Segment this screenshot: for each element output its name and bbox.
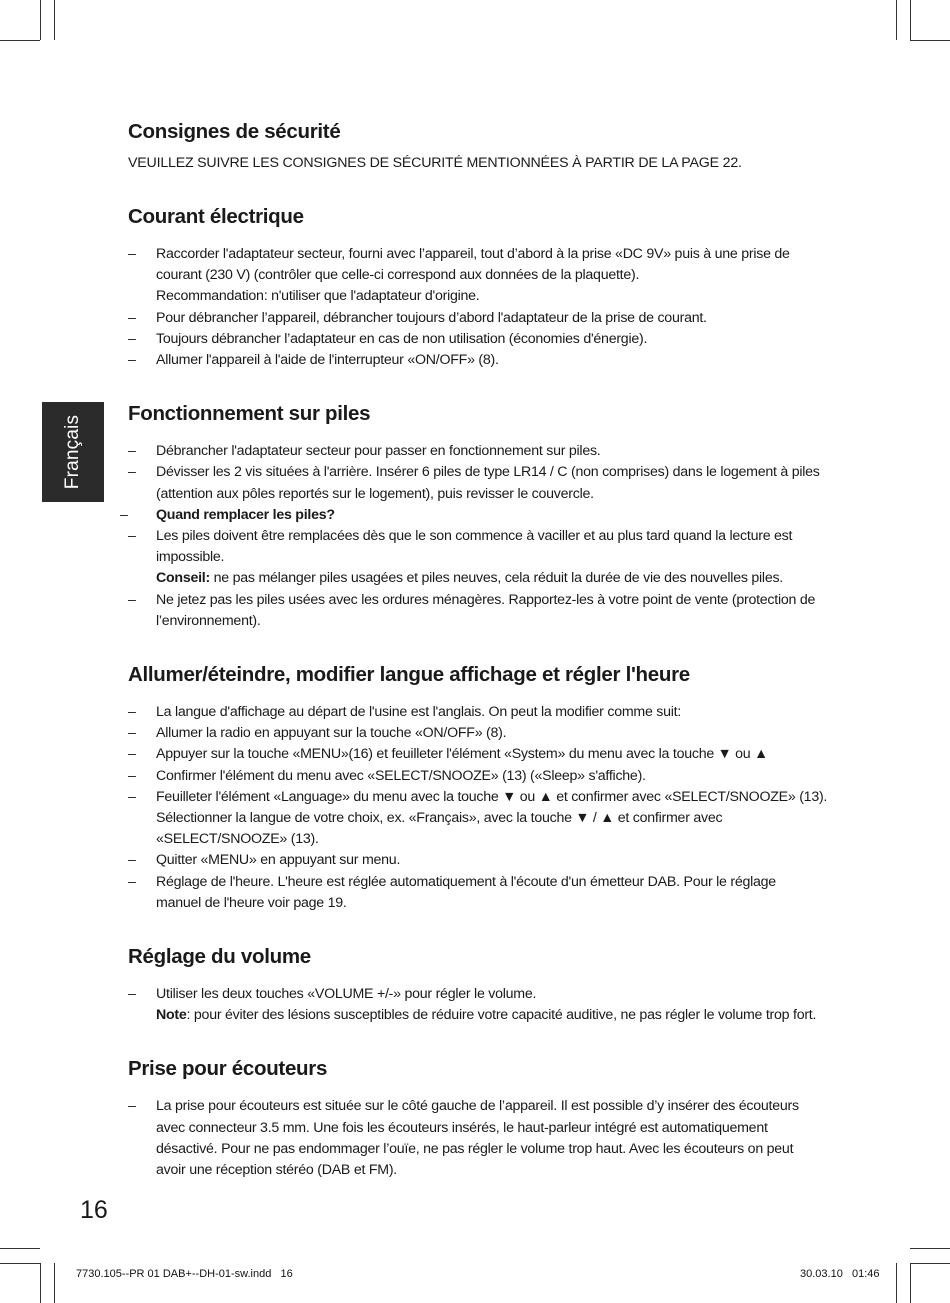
bullet-dash: – — [128, 330, 136, 347]
list-item — [128, 526, 868, 547]
item-text: Les piles doivent être remplacées dès que le son commence à vaciller et au plus tard quand la lecture est — [156, 528, 793, 545]
item-text: Utiliser les deux touches «VOLUME +/-» pour régler le volume. — [156, 986, 537, 1003]
list-item-continued — [128, 611, 868, 632]
section-title: Prise pour écouteurs — [128, 1057, 328, 1081]
bullet-dash: – — [128, 767, 136, 784]
bullet-dash: – — [128, 464, 136, 481]
crop-mark — [0, 40, 40, 41]
item-text: Dévisser les 2 vis situées à l'arrière. Insérer 6 piles de type LR14 / C (non comprises) dans le logement à piles — [156, 464, 820, 481]
section-language-clock — [128, 658, 868, 914]
item-text: La langue d'affichage au départ de l'usine est l'anglais. On peut la modifier comme suit: — [156, 704, 682, 721]
item-text: Sélectionner la langue de votre choix, ex. «Français», avec la touche ▼ / ▲ et confirmer avec — [156, 810, 723, 827]
bullet-dash: – — [128, 352, 136, 369]
tip-label: Conseil: — [156, 570, 210, 587]
item-list — [128, 984, 868, 1026]
list-item-continued — [128, 829, 868, 850]
section-title: Courant électrique — [128, 205, 304, 228]
list-item-continued — [128, 568, 868, 589]
item-text: Feuilleter l'élément «Language» du menu avec la touche ▼ ou ▲ et confirmer avec «SELECT/SNOOZE» (13). — [156, 788, 828, 805]
item-text: avoir une réception stéréo (DAB et FM). — [156, 1162, 397, 1179]
language-side-tab — [42, 402, 104, 502]
list-item — [128, 723, 868, 744]
list-item — [128, 329, 868, 350]
bullet-dash: – — [128, 309, 136, 326]
list-item — [120, 505, 868, 526]
list-item-continued — [128, 484, 868, 505]
crop-mark — [0, 1263, 40, 1264]
item-text: La prise pour écouteurs est située sur le côté gauche de l’appareil. Il est possible d’y insérer des écouteurs — [156, 1098, 799, 1115]
safety-intro: VEUILLEZ SUIVRE LES CONSIGNES DE SÉCURITÉ MENTIONNÉES À PARTIR DE LA PAGE 22. — [128, 155, 742, 171]
item-text: Allumer l'appareil à l'aide de l'interrupteur «ON/OFF» (8). — [156, 352, 499, 369]
crop-mark — [40, 0, 41, 40]
crop-mark — [54, 0, 55, 40]
page-number: 16 — [80, 1196, 108, 1224]
item-text-bold: Quand remplacer les piles? — [156, 506, 335, 523]
side-tab-label: Français — [62, 414, 83, 490]
list-item — [128, 702, 868, 723]
list-item — [128, 744, 868, 765]
crop-mark — [910, 0, 911, 40]
list-item — [128, 590, 868, 611]
page-content — [120, 115, 868, 1181]
crop-mark — [896, 0, 897, 40]
item-text: désactivé. Pour ne pas endommager l’ouïe, ne pas régler le volume trop haut. Avec les écouteurs on peut — [156, 1140, 794, 1157]
bullet-dash: – — [128, 852, 136, 869]
crop-mark — [896, 1263, 897, 1303]
section-headphones — [128, 1052, 868, 1181]
crop-mark — [54, 1263, 55, 1303]
section-power — [128, 200, 868, 371]
item-text: : pour éviter des lésions susceptibles de réduire votre capacité auditive, ne pas régler le volume trop fort. — [186, 1007, 817, 1024]
item-list — [120, 441, 868, 632]
bullet-dash: – — [120, 506, 128, 523]
crop-mark — [910, 1263, 950, 1264]
bullet-dash: – — [128, 443, 136, 460]
list-item-continued — [128, 808, 868, 829]
list-item — [128, 984, 868, 1005]
section-title: Fonctionnement sur piles — [128, 402, 371, 426]
bullet-dash: – — [128, 591, 136, 608]
item-text: ne pas mélanger piles usagées et piles neuves, cela réduit la durée de vie des nouvelles piles. — [209, 570, 784, 587]
item-list — [128, 244, 868, 371]
list-item-continued — [128, 1139, 868, 1160]
bullet-dash: – — [128, 1098, 136, 1115]
item-list — [128, 1096, 868, 1181]
item-text: manuel de l'heure voir page 19. — [156, 894, 347, 911]
item-text: «SELECT/SNOOZE» (13). — [156, 831, 319, 848]
section-title: Réglage du volume — [128, 945, 311, 969]
item-text: Pour débrancher l’appareil, débrancher toujours d’abord l'adaptateur de la prise de courant. — [156, 309, 707, 326]
item-text: Ne jetez pas les piles usées avec les ordures ménagères. Rapportez-les à votre point de vente (protection de — [156, 591, 816, 608]
item-text: Appuyer sur la touche «MENU»(16) et feuilleter l'élément «System» du menu avec la touche ▼ ou ▲ — [156, 746, 768, 763]
list-item-continued — [128, 286, 868, 307]
list-item-continued — [128, 1118, 868, 1139]
section-title: Allumer/éteindre, modifier langue affichage et régler l'heure — [128, 663, 690, 687]
item-text: (attention aux pôles reportés sur le logement), puis revisser le couvercle. — [156, 485, 594, 502]
list-item — [128, 766, 868, 787]
crop-mark — [910, 1263, 911, 1303]
bullet-dash: – — [128, 704, 136, 721]
item-text: l’environnement). — [156, 612, 261, 629]
item-text: Toujours débrancher l’adaptateur en cas de non utilisation (économies d'énergie). — [156, 330, 648, 347]
list-item — [128, 462, 868, 483]
list-item-continued — [128, 893, 868, 914]
crop-mark — [40, 1263, 41, 1303]
section-volume — [128, 940, 868, 1026]
bullet-dash: – — [128, 246, 136, 262]
print-slug-date: 30.03.10 01:46 — [800, 1268, 880, 1280]
item-text: Débrancher l'adaptateur secteur pour passer en fonctionnement sur piles. — [156, 443, 601, 460]
bullet-dash: – — [128, 873, 136, 890]
list-item — [128, 872, 868, 893]
item-text: Confirmer l'élément du menu avec «SELECT/SNOOZE» (13) («Sleep» s'affiche). — [156, 767, 646, 784]
item-text: Quitter «MENU» en appuyant sur menu. — [156, 852, 401, 869]
bullet-dash: – — [128, 788, 136, 805]
item-text: impossible. — [156, 549, 225, 566]
item-text: Réglage de l'heure. L'heure est réglée automatiquement à l'écoute d'un émetteur DAB. Pour le réglage — [156, 873, 776, 890]
print-slug-file: 7730.105--PR 01 DAB+--DH-01-sw.indd 16 — [76, 1268, 293, 1280]
list-item — [128, 441, 868, 462]
item-list — [128, 702, 868, 914]
item-text: Allumer la radio en appuyant sur la touche «ON/OFF» (8). — [156, 725, 507, 742]
bullet-dash: – — [128, 528, 136, 545]
note-label: Note — [156, 1007, 187, 1024]
list-item — [128, 1096, 868, 1117]
bullet-dash: – — [128, 746, 136, 763]
section-title: Consignes de sécurité — [128, 120, 341, 143]
item-text: avec connecteur 3.5 mm. Une fois les écouteurs insérés, le haut-parleur intégré est automatiquement — [156, 1119, 768, 1136]
list-item-continued — [128, 547, 868, 568]
list-item — [128, 244, 868, 265]
list-item — [128, 308, 868, 329]
bullet-dash: – — [128, 725, 136, 742]
crop-mark — [910, 40, 950, 41]
list-item — [128, 787, 868, 808]
item-text: Raccorder l'adaptateur secteur, fourni avec l’appareil, tout d’abord à la prise «DC 9V» puis à une prise de — [156, 246, 790, 262]
crop-mark — [0, 1248, 40, 1249]
item-text: courant (230 V) (contrôler que celle-ci correspond aux données de la plaquette). — [156, 267, 640, 284]
item-text: Recommandation: n'utiliser que l'adaptateur d'origine. — [156, 288, 480, 305]
section-safety — [128, 115, 868, 174]
list-item-continued — [128, 265, 868, 286]
list-item — [128, 850, 868, 871]
list-item-continued — [128, 1005, 868, 1026]
section-batteries — [120, 397, 868, 632]
bullet-dash: – — [128, 986, 136, 1003]
crop-mark — [910, 1248, 950, 1249]
list-item — [128, 350, 868, 371]
list-item-continued — [128, 1160, 868, 1181]
